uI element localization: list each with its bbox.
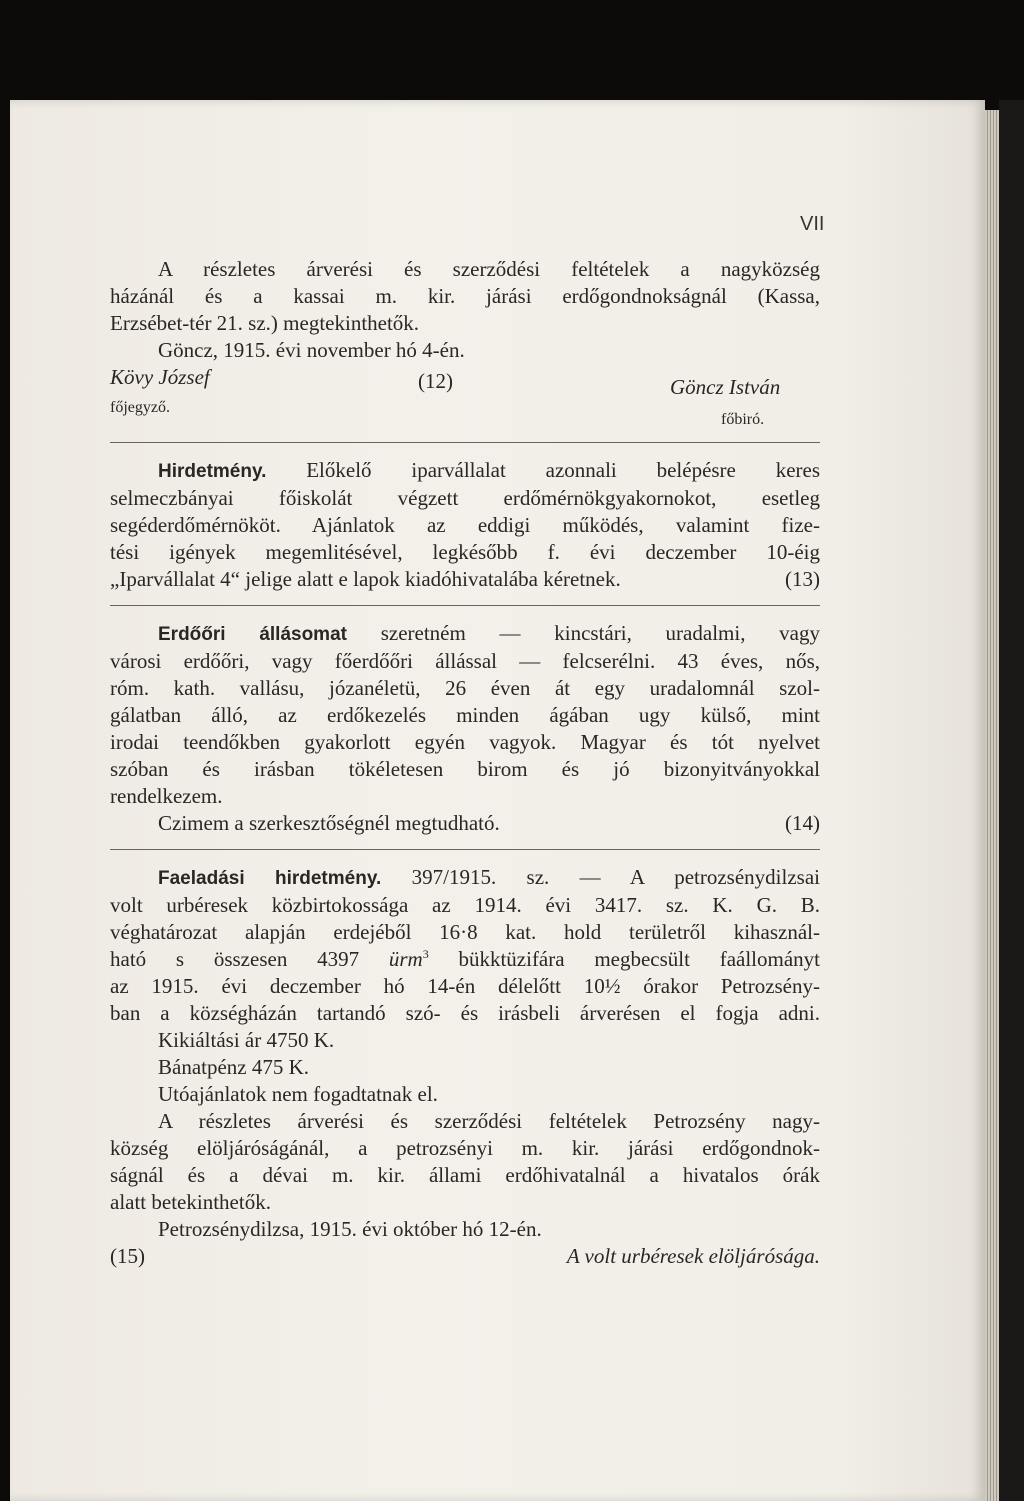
notice-12 bbox=[110, 256, 820, 430]
notice-14 bbox=[110, 620, 820, 837]
page-number: VII bbox=[800, 213, 825, 235]
notice-heading: Hirdetmény. bbox=[158, 461, 267, 482]
notice-number: (13) bbox=[785, 567, 820, 591]
signature-block bbox=[110, 1243, 820, 1270]
text-line: alatt betekinthetők. bbox=[110, 1190, 271, 1214]
text-line: szóban és irásban tökéletesen birom és jó bizonyitványokkal bbox=[110, 757, 820, 781]
signer-right-title: főbiró. bbox=[721, 411, 765, 428]
text-line: Erzsébet-tér 21. sz.) megtekinthetők. bbox=[110, 311, 420, 335]
text-line: róm. kath. vallásu, józanéletü, 26 éven át egy uradalomnál szol- bbox=[110, 676, 820, 700]
signer-left-title: főjegyző. bbox=[110, 399, 170, 416]
text-line: Erdőőri állásomat szeretném — kincstári, uradalmi, vagy bbox=[158, 621, 820, 645]
text-line: rendelkezem. bbox=[110, 784, 223, 808]
text-line: véghatározat alapján erdejéből 16·8 kat. hold területről kihasznál- bbox=[110, 920, 820, 944]
text-line: Kikiáltási ár 4750 K. bbox=[158, 1028, 335, 1052]
notice-number: (12) bbox=[418, 369, 453, 393]
notice-heading: Faeladási hirdetmény. bbox=[158, 868, 382, 889]
divider bbox=[110, 605, 820, 606]
page-edges bbox=[985, 110, 999, 1501]
signer-right: Göncz István bbox=[670, 375, 781, 399]
notice-15 bbox=[110, 864, 820, 1270]
text-line: az 1915. évi deczember hó 14-én délelőtt 10½ órakor Petrozsény- bbox=[110, 974, 820, 998]
signature-block bbox=[110, 364, 820, 430]
text-line: gálatban álló, az erdőkezelés minden ágában ugy külső, mint bbox=[110, 703, 820, 727]
page-content bbox=[110, 200, 820, 1270]
text-line: Hirdetmény. Előkelő iparvállalat azonnali belépésre keres bbox=[158, 458, 820, 482]
date-line: Petrozsénydilzsa, 1915. évi október hó 12-én. bbox=[158, 1217, 542, 1241]
notice-number: (14) bbox=[785, 811, 820, 835]
divider bbox=[110, 849, 820, 850]
signer-left: Kövy József bbox=[110, 365, 210, 389]
text-line: Czimem a szerkesztőségnél megtudható. (14) bbox=[158, 811, 820, 835]
text-line: segéderdőmérnököt. Ajánlatok az eddigi működés, valamint fize- bbox=[110, 513, 820, 537]
text-line: városi erdőőri, vagy főerdőőri állással — felcserélni. 43 éves, nős, bbox=[110, 649, 820, 673]
divider bbox=[110, 442, 820, 443]
text-line: házánál és a kassai m. kir. járási erdőgondnokságnál (Kassa, bbox=[110, 284, 820, 308]
notice-number: (15) bbox=[110, 1244, 145, 1268]
signer: A volt urbéresek elöljárósága. bbox=[566, 1244, 820, 1268]
book-cover bbox=[999, 100, 1024, 1501]
text-line: tési igények megemlitésével, legkésőbb f. évi deczember 10-éig bbox=[110, 540, 820, 564]
text-line: „Iparvállalat 4“ jelige alatt e lapok kiadóhivatalába kéretnek. (13) bbox=[110, 567, 820, 591]
text-line: ban a községházán tartandó szó- és irásbeli árverésen el fogja adni. bbox=[110, 1001, 820, 1025]
text-line: A részletes árverési és szerződési feltételek Petrozsény nagy- bbox=[158, 1109, 820, 1133]
text-line: irodai teendőkben gyakorlott egyén vagyok. Magyar és tót nyelvet bbox=[110, 730, 820, 754]
notice-heading: Erdőőri állásomat bbox=[158, 624, 347, 645]
text-line: község elöljáróságánál, a petrozsényi m. kir. járási erdőgondnok- bbox=[110, 1136, 820, 1160]
text-line: A részletes árverési és szerződési feltételek a nagyközség bbox=[158, 257, 820, 281]
text-line: Bánatpénz 475 K. bbox=[158, 1055, 310, 1079]
text-line: selmeczbányai főiskolát végzett erdőmérnökgyakornokot, esetleg bbox=[110, 486, 820, 510]
date-line: Göncz, 1915. évi november hó 4-én. bbox=[158, 338, 465, 362]
text-line: Utóajánlatok nem fogadtatnak el. bbox=[158, 1082, 438, 1106]
text-line: ható s összesen 4397 ürm$^3$ bükktüzifára megbecsült faállományt bbox=[110, 947, 821, 971]
text-line: Faeladási hirdetmény. 397/1915. sz. — A petrozsénydilzsai bbox=[158, 865, 820, 889]
text-line: volt urbéresek közbirtokossága az 1914. évi 3417. sz. K. G. B. bbox=[110, 893, 820, 917]
text-line: ságnál és a dévai m. kir. állami erdőhivatalnál a hivatalos órák bbox=[110, 1163, 820, 1187]
notice-13 bbox=[110, 457, 820, 593]
